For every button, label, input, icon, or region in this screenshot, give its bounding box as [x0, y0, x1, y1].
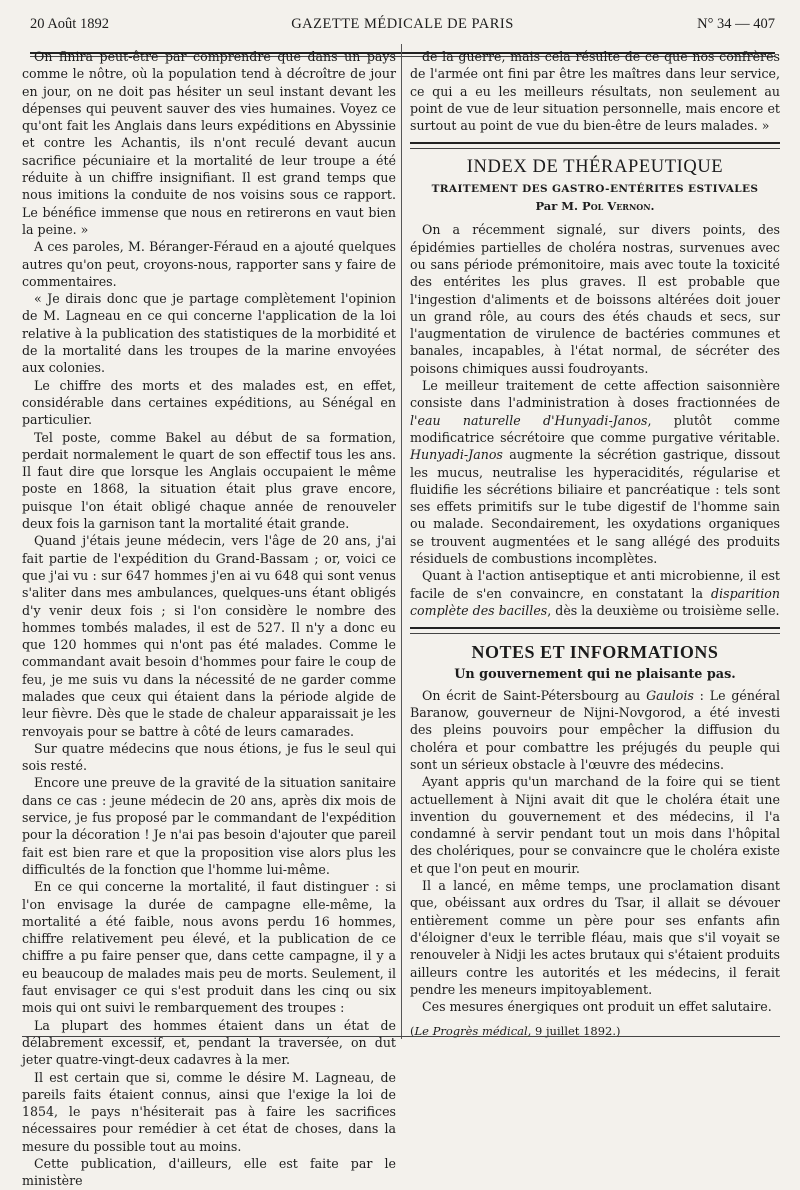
text-italic: Gaulois — [646, 687, 694, 703]
paragraph: Quand j'étais jeune médecin, vers l'âge de 20 ans, j'ai fait partie de l'expédition du Grand-Bassam ; or, voici ce que j'ai vu : sur 647 hommes j'en ai vu 648 qui sont venus s'aliter dans mes ambulances, quelques-uns étant obligés d'y venir deux fois ; si l'on considère le nombre des hommes tombés malades, il est de 527. Il n'y a donc eu que 120 hommes qui n'ont pas été malades. Comme le commandant avait besoin d'hommes pour faire le coup de feu, je me suis vu dans la nécessité de ne garder comme malades que ceux qui étaient dans la période algide de leur fièvre. Dès que le stade de chaleur apparaissait je les renvoyais pour se battre à côté de leurs camarades. — [22, 533, 396, 739]
notes-title: NOTES ET INFORMATIONS — [471, 642, 719, 663]
right-column — [410, 48, 780, 1048]
paragraph — [410, 567, 780, 619]
text: , dès la deuxième ou troisième selle. — [547, 602, 780, 618]
text: augmente la sécrétion gastrique, dissout les mucus, neutralise les hyperacidités, régularise et fluidifie les sécrétions biliaire et pancréatique : tels sont ses effets primitifs sur le tube digestif de l'homme sain ou malade. Secondairement, les oxydations organiques se trouvent augmentées et le sang allégé des produits résiduels de combustions incomplètes. — [410, 447, 780, 567]
text-italic: disparition complète des bacilles — [410, 585, 780, 618]
index-section — [410, 159, 780, 619]
paragraph: On finira peut-être par comprendre que dans un pays comme le nôtre, où la population tend à décroître de jour en jour, on ne doit pas hésiter un seul instant devant les dépenses qui peuvent sauver des vies humaines. Voyez ce qu'ont fait les Anglais dans leurs expéditions en Abyssinie et contre les Achantis, ils n'ont reculé devant aucun sacrifice pécuniaire et la mortalité de leur troupe a été réduite à un chiffre insignifiant. Il est grand temps que nous imitions la conduite de nos voisins sous ce rapport. Le bénéfice immense que nous en retirerons en vaut bien la peine. » — [22, 49, 396, 237]
paragraph: Cette publication, d'ailleurs, elle est faite par le ministère — [22, 1156, 396, 1189]
paragraph: En ce qui concerne la mortalité, il faut distinguer : si l'on envisage la durée de campagne elle-même, la mortalité a été faible, nous avons perdu 16 hommes, chiffre relativement peu élevé, et la publication de ce chiffre a pu faire penser que, dans cette campagne, il y a eu beaucoup de malades mais peu de morts. Seulement, il faut envisager ce qui s'est produit dans les cinq ou six mois qui ont suivi le rembarquement des troupes : — [22, 879, 396, 1016]
index-title: INDEX DE THÉRAPEUTIQUE — [466, 157, 724, 178]
text-italic: Hunyadi-Janos — [410, 447, 503, 463]
section-rule-thin — [410, 633, 780, 634]
notes-subtitle: Un gouvernement qui ne plaisante pas. — [454, 666, 736, 682]
footer-rule — [22, 1036, 780, 1037]
paragraph: Le chiffre des morts et des malades est, en effet, considérable dans certaines expéditions, au Sénégal en particulier. — [22, 377, 396, 428]
text: ( — [410, 1024, 415, 1039]
header-date: 20 Août 1892 — [30, 16, 109, 32]
notes-section — [410, 644, 780, 1041]
text: On écrit de Saint-Pétersbourg au — [422, 687, 647, 703]
index-subtitle: TRAITEMENT DES GASTRO-ENTÉRITES ESTIVALES — [431, 182, 759, 195]
text: , plutôt comme modificatrice sécrétoire que comme purgative véritable. — [410, 412, 781, 445]
paragraph — [410, 687, 780, 773]
paragraph: On a récemment signalé, sur divers points, des épidémies partielles de choléra nostras, survenues avec ou sans période prémonitoire, mais avec toute la toxicité des entérites les plus graves. Il est probable que l'ingestion d'aliments et de boissons altérées doit jouer un grand rôle, au cours des étés chauds et secs, sur l'augmentation de virulence de bactéries communes et banales, incapables, à l'état normal, de sécréter des poisons chimiques aussi foudroyants. — [410, 222, 780, 376]
text-italic: Le Progrès médical — [414, 1024, 528, 1039]
section-rule — [410, 142, 780, 144]
paragraph: Il est certain que si, comme le désire M. Lagneau, de pareils faits étaient connus, ainsi que l'exige la loi de 1854, le pays n'hésiterait pas à faire les sacrifices nécessaires pour remédier à cet état de choses, dans la mesure du possible tout au moins. — [22, 1069, 396, 1154]
index-author — [410, 198, 780, 215]
source-citation — [410, 1023, 780, 1040]
paragraph: Ces mesures énergiques ont produit un effet salutaire. — [422, 999, 772, 1015]
author-name: Pol Vernon. — [582, 199, 655, 214]
section-rule — [410, 627, 780, 629]
author-prefix: Par M. — [535, 199, 579, 214]
paragraph: La plupart des hommes étaient dans un état de délabrement excessif, et, pendant la traversée, on dut jeter quatre-vingt-deux cadavres à la mer. — [22, 1017, 396, 1068]
journal-title: GAZETTE MÉDICALE DE PARIS — [291, 16, 514, 32]
text: Quant à l'action antiseptique et anti microbienne, il est facile de s'en convaincre, en constatant la — [410, 568, 780, 601]
text: : Le général Baranow, gouverneur de Nijni-Novgorod, a été investi des pleins pouvoirs pour empêcher la diffusion du choléra et pour combattre les préjugés du peuple qui sont un sérieux obstacle à l'œuvre des médecins. — [410, 687, 780, 772]
issue-page-number: N° 34 — 407 — [697, 16, 775, 32]
section-rule-thin — [410, 148, 780, 149]
text-italic: l'eau naturelle d'Hunyadi-Janos — [410, 412, 648, 428]
paragraph: Ayant appris qu'un marchand de la foire qui se tient actuellement à Nijni avait dit que le choléra était une invention du gouvernement et des médecins, il l'a condamné à servir pendant tout un mois dans l'hôpital des cholériques, pour se convaincre que le choléra existe et que l'on peut en mourir. — [410, 774, 780, 876]
text: Le meilleur traitement de cette affection saisonnière consiste dans l'administration à doses fractionnées de — [410, 378, 780, 411]
column-divider — [401, 44, 402, 1039]
text: , 9 juillet 1892.) — [527, 1024, 621, 1039]
page-header — [30, 14, 775, 36]
paragraph — [410, 377, 780, 567]
continued-paragraph: de la guerre, mais cela résulte de ce que nos confrères de l'armée ont fini par être les maîtres dans leur service, ce qui a eu les meilleurs résultats, non seulement au point de vue de leur situation personnelle, mais encore et surtout au point de vue du bien-être de leurs malades. » — [410, 49, 780, 134]
paragraph: « Je dirais donc que je partage complètement l'opinion de M. Lagneau en ce qui concerne l'application de la loi relative à la publication des statistiques de la morbidité et de la mortalité dans les troupes de la marine envoyées aux colonies. — [22, 291, 396, 376]
paragraph: Sur quatre médecins que nous étions, je fus le seul qui sois resté. — [22, 740, 396, 774]
paragraph: Encore une preuve de la gravité de la situation sanitaire dans ce cas : jeune médecin de 20 ans, après dix mois de service, je fus proposé par le commandant de l'expédition pour la décoration ! Je n'ai pas besoin d'ajouter que pareil fait est bien rare et que la proposition vise alors plus les difficultés de la fonction que l'homme lui-même. — [22, 775, 396, 877]
paragraph: Tel poste, comme Bakel au début de sa formation, perdait normalement le quart de son effectif tous les ans. Il faut dire que lorsque les Anglais occupaient le même poste en 1868, la situation était plus grave encore, puisque l'on était obligé chaque année de renouveler deux fois la garnison tant la mortalité était grande. — [22, 429, 396, 532]
left-column — [22, 48, 396, 1189]
paragraph: Il a lancé, en même temps, une proclamation disant que, obéissant aux ordres du Tsar, il allait se dévouer entièrement comme un père pour ses enfants afin d'éloigner d'eux le terrible fléau, mais que s'il voyait se renouveler à Nidji les actes brutaux qui s'étaient produits ailleurs contre les autorités et les médecins, il ferait pendre les meneurs impitoyablement. — [410, 878, 780, 997]
paragraph: A ces paroles, M. Béranger-Féraud en a ajouté quelques autres qu'on peut, croyons-nous, rapporter sans y faire de commentaires. — [22, 239, 396, 289]
